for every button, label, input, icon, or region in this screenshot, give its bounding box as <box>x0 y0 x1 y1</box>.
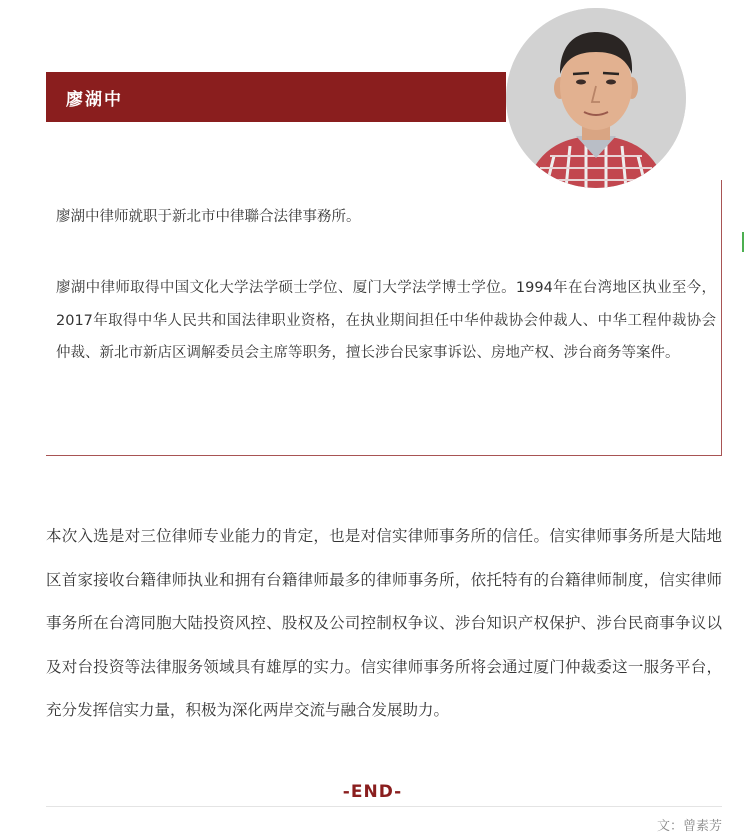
author-credit: 文：曾素芳 <box>656 819 722 834</box>
name-banner <box>46 72 506 122</box>
scroll-indicator <box>742 232 744 252</box>
article-body: 本次入选是对三位律师专业能力的肯定，也是对信实律师事务所的信任。信实律师事务所是大陆地区首家接收台籍律师执业和拥有台籍律师最多的律师事务所，依托特有的台籍律师制度，信实律师事务所在台湾同胞大陆投资风控、股权及公司控制权争议、涉台知识产权保护、涉台民商事争议以及对台投资等法律服务领域具有雄厚的实力。信实律师事务所将会通过厦门仲裁委这一服务平台，充分发挥信实力量，积极为深化两岸交流与融合发展助力。 <box>46 527 722 719</box>
lawyer-name: 廖湖中 <box>66 89 123 110</box>
portrait-photo <box>506 8 686 188</box>
bio-box <box>46 180 722 456</box>
bio-paragraph-background: 廖湖中律师取得中国文化大学法学硕士学位、厦门大学法学博士学位。1994年在台湾地区执业至今，2017年取得中华人民共和国法律职业资格，在执业期间担任中华仲裁协会仲裁人、中华工程仲裁协会仲裁、新北市新店区调解委员会主席等职务，擅长涉台民家事诉讼、房地产权、涉台商务等案件。 <box>56 280 716 361</box>
portrait-icon <box>506 8 686 188</box>
end-mark: -END- <box>342 782 403 802</box>
divider <box>46 806 722 807</box>
bio-paragraph-employment: 廖湖中律师就职于新北市中律聯合法律事務所。 <box>56 209 361 225</box>
